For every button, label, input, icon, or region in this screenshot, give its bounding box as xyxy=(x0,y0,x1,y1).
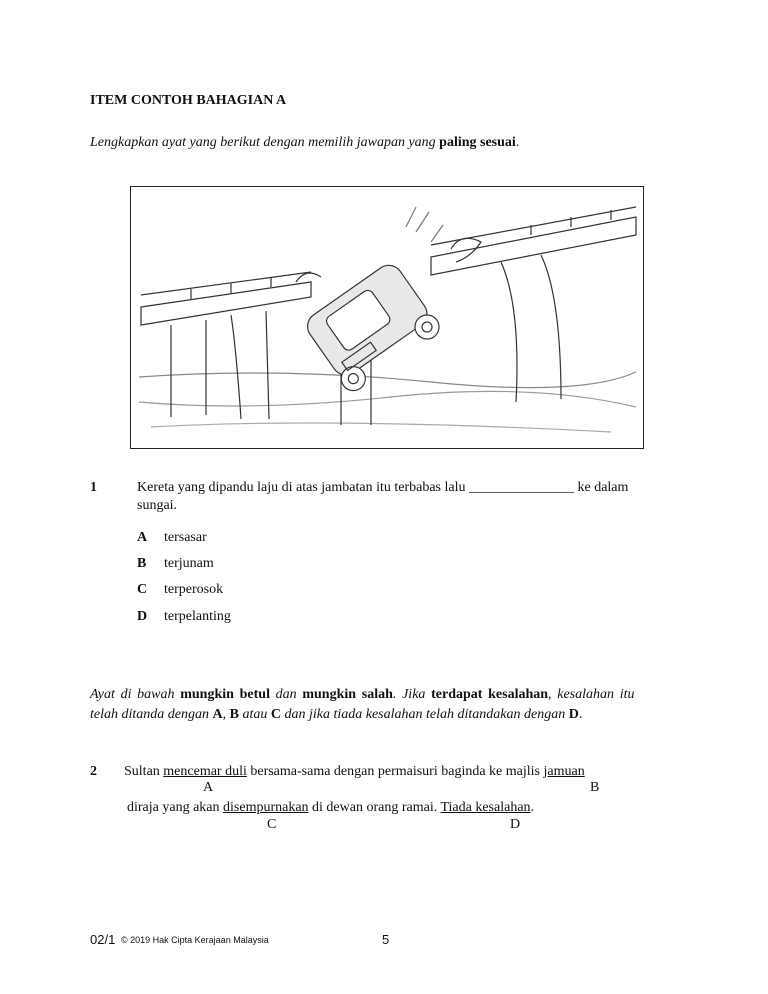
car-falling-off-bridge-illustration xyxy=(131,187,643,448)
question-2-number: 2 xyxy=(90,764,97,779)
instruction-period: . xyxy=(515,135,520,150)
option-text: tersasar xyxy=(164,530,207,545)
text: di dewan orang ramai. xyxy=(308,800,441,815)
option-letter: D xyxy=(137,609,148,624)
option-letter: C xyxy=(137,582,148,597)
instruction xyxy=(90,135,519,151)
footer-code: 02/1 xyxy=(90,932,116,947)
instruction-2-line1 xyxy=(90,687,635,703)
option-letter: A xyxy=(137,530,148,545)
label-b: B xyxy=(590,780,600,795)
text: . xyxy=(578,707,583,722)
question-2-line2 xyxy=(127,800,534,816)
text: diraja yang akan xyxy=(127,800,224,815)
label-c: C xyxy=(267,817,277,832)
underlined-part-d[interactable]: Tiada kesalahan xyxy=(440,800,531,815)
instruction-text: Lengkapkan ayat yang berikut dengan memilih jawapan yang xyxy=(90,135,440,150)
label-d: D xyxy=(510,817,521,832)
underlined-part-a[interactable]: mencemar duli xyxy=(163,764,247,779)
question-2-line1 xyxy=(124,764,585,780)
emphasis: mungkin betul xyxy=(180,687,270,702)
text: , xyxy=(222,707,230,722)
option-text: terpelanting xyxy=(164,609,231,624)
page-number: 5 xyxy=(382,932,390,947)
text: . Jika xyxy=(392,687,432,702)
label-a: A xyxy=(203,780,214,795)
text: Sultan xyxy=(124,764,164,779)
question-1-text-line1: Kereta yang dipandu laju di atas jambatan itu terbabas lalu _______________ ke dalam xyxy=(137,480,629,495)
option-d[interactable] xyxy=(137,609,231,625)
option-text: terperosok xyxy=(164,582,224,597)
option-c[interactable] xyxy=(137,582,224,598)
underlined-part-c[interactable]: disempurnakan xyxy=(223,800,309,815)
text: Ayat di bawah xyxy=(90,687,181,702)
text: , kesalahan itu xyxy=(548,687,635,702)
text: atau xyxy=(238,707,271,722)
emphasis: terdapat kesalahan xyxy=(431,687,549,702)
text: dan xyxy=(269,687,303,702)
question-1-number: 1 xyxy=(90,480,97,495)
underlined-part-b[interactable]: jamuan xyxy=(543,764,585,779)
emphasis: mungkin salah xyxy=(302,687,393,702)
emphasis: D xyxy=(568,707,579,722)
option-b[interactable] xyxy=(137,556,214,572)
question-illustration xyxy=(130,186,644,449)
question-1-text-line2: sungai. xyxy=(137,498,178,513)
text: bersama-sama dengan permaisuri baginda ke majlis xyxy=(246,764,544,779)
text: telah ditanda dengan xyxy=(90,707,213,722)
text: dan jika tiada kesalahan telah ditandakan dengan xyxy=(280,707,569,722)
section-title: ITEM CONTOH BAHAGIAN A xyxy=(90,93,287,108)
emphasis: A xyxy=(212,707,223,722)
text: . xyxy=(530,800,535,815)
instruction-2-line2 xyxy=(90,707,582,723)
footer-copyright: © 2019 Hak Cipta Kerajaan Malaysia xyxy=(121,935,269,945)
emphasis: B xyxy=(229,707,239,722)
instruction-emphasis: paling sesuai xyxy=(439,135,516,150)
option-letter: B xyxy=(137,556,147,571)
emphasis: C xyxy=(270,707,281,722)
option-text: terjunam xyxy=(164,556,214,571)
option-a[interactable] xyxy=(137,530,207,546)
